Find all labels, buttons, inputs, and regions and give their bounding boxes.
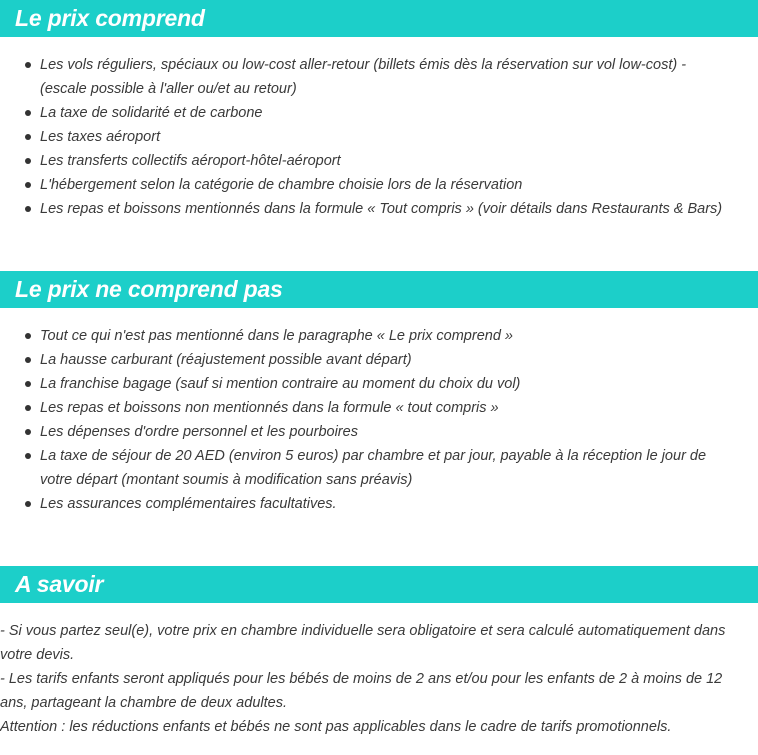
list-item [0, 197, 758, 221]
list-item-text: La hausse carburant (réajustement possible avant départ) [40, 352, 412, 368]
section-header-excludes [0, 271, 758, 308]
section-header-notes [0, 566, 758, 603]
list-item [0, 149, 758, 173]
list-item-text: Les assurances complémentaires facultatives. [40, 496, 337, 512]
bullet-icon [25, 381, 31, 387]
list-item-text: La franchise bagage (sauf si mention contraire au moment du choix du vol) [40, 376, 521, 392]
list-item [0, 125, 758, 149]
list-item [0, 101, 758, 125]
list-item-text: La taxe de séjour de 20 AED (environ 5 euros) par chambre et par jour, payable à la réception le jour de votre départ (montant soumis à modification sans préavis) [40, 448, 707, 488]
list-item [0, 348, 758, 372]
bullet-icon [25, 405, 31, 411]
list-item [0, 492, 758, 516]
list-item [0, 396, 758, 420]
list-item [0, 444, 758, 492]
notes-paragraph: - Si vous partez seul(e), votre prix en chambre individuelle sera obligatoire et sera calculé automatiquement dans votre devis. [0, 623, 726, 663]
bullet-icon [25, 206, 31, 212]
list-item-text: L'hébergement selon la catégorie de chambre choisie lors de la réservation [40, 177, 523, 193]
list-item-text: Les taxes aéroport [40, 129, 161, 145]
notes-paragraph: Attention : les réductions enfants et bébés ne sont pas applicables dans le cadre de tarifs promotionnels. [0, 719, 672, 735]
list-item [0, 324, 758, 348]
list-item-text: Les vols réguliers, spéciaux ou low-cost aller-retour (billets émis dès la réservation sur vol low-cost) - (escale possible à l'aller ou/et au retour) [40, 57, 687, 97]
bullet-icon [25, 333, 31, 339]
section-title-notes: A savoir [15, 571, 104, 597]
section-header-includes [0, 0, 758, 37]
bullet-icon [25, 62, 31, 68]
list-item-text: Tout ce qui n'est pas mentionné dans le paragraphe « Le prix comprend » [40, 328, 513, 344]
bullet-icon [25, 182, 31, 188]
list-item-text: La taxe de solidarité et de carbone [40, 105, 263, 121]
list-item-text: Les transferts collectifs aéroport-hôtel-aéroport [40, 153, 341, 169]
section-title-excludes: Le prix ne comprend pas [15, 276, 283, 302]
list-item [0, 420, 758, 444]
bullet-icon [25, 501, 31, 507]
section-title-includes: Le prix comprend [15, 5, 205, 31]
list-item-text: Les dépenses d'ordre personnel et les pourboires [40, 424, 358, 440]
excludes-list [0, 324, 758, 516]
bullet-icon [25, 453, 31, 459]
notes-paragraph: - Les tarifs enfants seront appliqués pour les bébés de moins de 2 ans et/ou pour les enfants de 2 à moins de 12 ans, partageant la chambre de deux adultes. [0, 671, 723, 711]
bullet-icon [25, 429, 31, 435]
list-item-text: Les repas et boissons non mentionnés dans la formule « tout compris » [40, 400, 499, 416]
list-item-text: Les repas et boissons mentionnés dans la formule « Tout compris » (voir détails dans Restaurants & Bars) [40, 201, 723, 217]
bullet-icon [25, 110, 31, 116]
bullet-icon [25, 357, 31, 363]
list-item [0, 372, 758, 396]
list-item [0, 53, 758, 101]
bullet-icon [25, 134, 31, 140]
bullet-icon [25, 158, 31, 164]
includes-list [0, 53, 758, 221]
notes-block [0, 619, 758, 739]
list-item [0, 173, 758, 197]
